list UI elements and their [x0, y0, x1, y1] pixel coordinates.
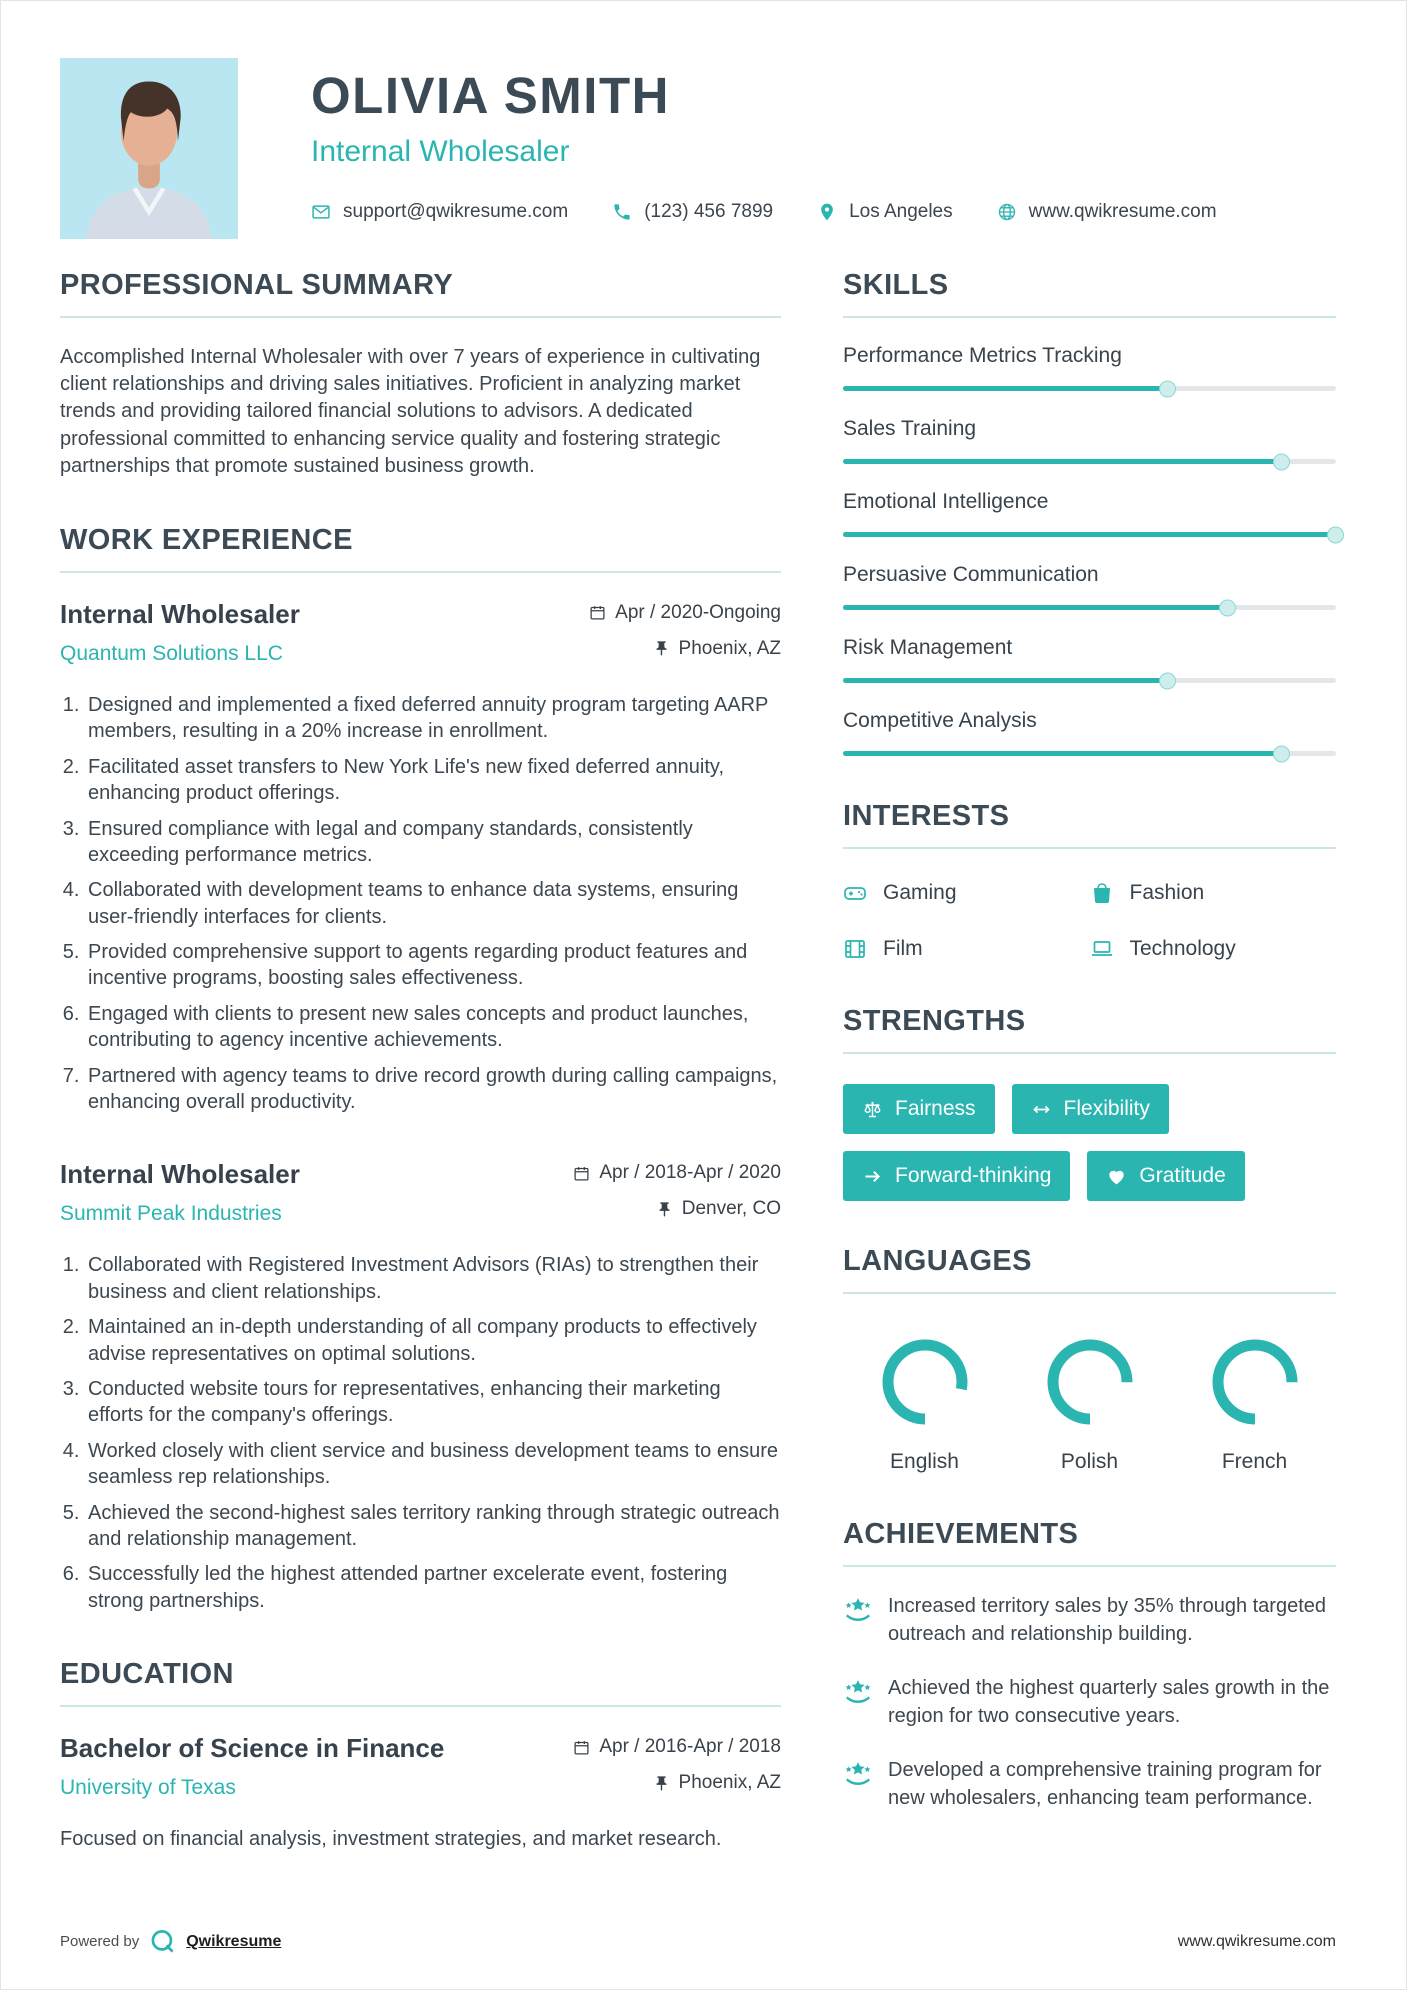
achievement-text: Developed a comprehensive training program for new wholesalers, enhancing team performance.	[888, 1759, 1322, 1809]
powered-by-label: Powered by	[60, 1933, 140, 1950]
section-strengths	[843, 1005, 1336, 1201]
skills-heading: SKILLS	[843, 269, 1336, 318]
heart-icon	[1106, 1166, 1127, 1187]
footer	[60, 1928, 1336, 1955]
pushpin-icon	[653, 1775, 670, 1792]
shopping-bag-icon	[1090, 881, 1114, 905]
film-icon	[843, 937, 867, 961]
achievement-text: Increased territory sales by 35% through targeted outreach and relationship building.	[888, 1595, 1327, 1645]
education-degree: Bachelor of Science in Finance	[60, 1733, 445, 1764]
contact-phone-text: (123) 456 7899	[644, 201, 774, 222]
pushpin-icon	[656, 1201, 673, 1218]
bullet-item: 3. Conducted website tours for representatives, enhancing their marketing efforts for the company's offerings.	[85, 1376, 781, 1429]
skill-item	[843, 490, 1336, 537]
skill-progress-bar	[843, 605, 1336, 610]
section-professional-summary	[60, 269, 781, 480]
interest-label: Film	[883, 937, 923, 960]
interest-label: Gaming	[883, 881, 957, 904]
profile-photo	[60, 58, 238, 239]
arrow-right-icon	[862, 1166, 883, 1187]
strengths-heading: STRENGTHS	[843, 1005, 1336, 1054]
strength-label: Fairness	[895, 1097, 976, 1120]
header	[60, 58, 1336, 239]
interest-item	[843, 881, 1090, 905]
contact-email[interactable]	[311, 201, 568, 223]
skill-progress-bar	[843, 532, 1336, 537]
education-heading: EDUCATION	[60, 1658, 781, 1707]
language-item	[1177, 1334, 1332, 1474]
education-location-text: Phoenix, AZ	[678, 1772, 781, 1794]
interests-grid	[843, 875, 1336, 961]
interest-item	[843, 937, 1090, 961]
job-location-text: Phoenix, AZ	[678, 637, 781, 659]
job-title-block	[60, 599, 300, 666]
skill-label: Risk Management	[843, 636, 1013, 659]
skill-label: Persuasive Communication	[843, 563, 1099, 586]
skill-progress-bar	[843, 386, 1336, 391]
section-skills	[843, 269, 1336, 756]
contact-location	[817, 201, 953, 223]
columns	[60, 269, 1336, 1897]
gamepad-icon	[843, 881, 867, 905]
contact-phone[interactable]	[612, 201, 773, 223]
skill-progress-bar	[843, 459, 1336, 464]
bullet-item: 6. Successfully led the highest attended partner excelerate event, fostering strong partnerships.	[85, 1561, 781, 1614]
interest-label: Fashion	[1129, 881, 1205, 904]
left-column	[60, 269, 781, 1897]
globe-icon	[997, 202, 1017, 222]
person-name: OLIVIA SMITH	[311, 67, 670, 124]
scales-icon	[862, 1099, 883, 1120]
skill-item	[843, 709, 1336, 756]
job-location-text: Denver, CO	[681, 1198, 781, 1220]
education-school: University of Texas	[60, 1776, 236, 1800]
education-head	[60, 1733, 781, 1808]
skill-item	[843, 636, 1336, 683]
strength-chip	[1012, 1084, 1169, 1134]
strength-chip	[843, 1151, 1070, 1201]
section-education	[60, 1658, 781, 1853]
star-hand-icon	[843, 1595, 873, 1625]
job-location	[573, 1198, 781, 1220]
achievement-item	[843, 1593, 1336, 1648]
bullet-item: 5. Achieved the second-highest sales territory ranking through strategic outreach and relationship management.	[85, 1500, 781, 1553]
contact-location-text: Los Angeles	[849, 201, 953, 222]
job-location	[589, 638, 781, 660]
location-pin-icon	[817, 202, 837, 222]
calendar-icon	[573, 1739, 590, 1756]
education-location	[573, 1772, 781, 1794]
summary-text: Accomplished Internal Wholesaler with over 7 years of experience in cultivating client relationships and driving sales initiatives. Proficient in analyzing market trends and providing tailored financial solutions to advisors. A dedicated professional committed to enhancing service quality and fostering strategic partnerships that promote sustained business growth.	[60, 346, 761, 477]
strength-label: Gratitude	[1139, 1164, 1226, 1187]
language-label: French	[1221, 1450, 1288, 1473]
interest-item	[1090, 937, 1337, 961]
language-item	[1012, 1334, 1167, 1474]
strength-label: Forward-thinking	[895, 1164, 1052, 1187]
bullet-item: 2. Maintained an in-depth understanding of all company products to effectively advise representatives on optimal solutions.	[85, 1314, 781, 1367]
skill-item	[843, 344, 1336, 391]
job-company: Summit Peak Industries	[60, 1202, 282, 1226]
languages-heading: LANGUAGES	[843, 1245, 1336, 1294]
phone-icon	[612, 202, 632, 222]
education-description: Focused on financial analysis, investment strategies, and market research.	[60, 1828, 722, 1851]
interest-item	[1090, 881, 1337, 905]
contact-website[interactable]	[997, 201, 1217, 223]
section-interests	[843, 800, 1336, 961]
bullet-item: 4. Collaborated with development teams to enhance data systems, ensuring user-friendly interfaces for clients.	[85, 877, 781, 930]
qwikresume-link[interactable]: Qwikresume	[186, 1932, 282, 1950]
skill-item	[843, 417, 1336, 464]
person-title: Internal Wholesaler	[311, 135, 570, 168]
language-item	[847, 1334, 1002, 1474]
strength-label: Flexibility	[1063, 1097, 1150, 1120]
job-bullet-list	[60, 1252, 781, 1614]
education-dates-text: Apr / 2016-Apr / 2018	[599, 1736, 781, 1758]
language-ring	[1207, 1334, 1303, 1430]
education-title-block	[60, 1733, 444, 1800]
summary-heading: PROFESSIONAL SUMMARY	[60, 269, 781, 318]
job-entry	[60, 1159, 781, 1614]
job-title-block	[60, 1159, 300, 1226]
section-achievements	[843, 1518, 1336, 1813]
achievements-heading: ACHIEVEMENTS	[843, 1518, 1336, 1567]
laptop-icon	[1090, 937, 1114, 961]
email-icon	[311, 202, 331, 222]
skill-progress-bar	[843, 678, 1336, 683]
bullet-item: 4. Worked closely with client service and business development teams to ensure seamless rep relationships.	[85, 1438, 781, 1491]
skill-item	[843, 563, 1336, 610]
language-ring	[1042, 1334, 1138, 1430]
strength-chip	[1087, 1151, 1244, 1201]
contact-row	[311, 201, 1217, 223]
language-ring	[877, 1334, 973, 1430]
job-dates	[573, 1162, 781, 1184]
job-dates-text: Apr / 2020-Ongoing	[615, 601, 781, 623]
job-meta	[589, 599, 781, 674]
interests-heading: INTERESTS	[843, 800, 1336, 849]
bullet-item: 7. Partnered with agency teams to drive record growth during calling campaigns, enhancing overall productivity.	[85, 1063, 781, 1116]
left-right-arrow-icon	[1031, 1099, 1052, 1120]
interest-label: Technology	[1129, 937, 1236, 960]
bullet-item: 1. Collaborated with Registered Investment Advisors (RIAs) to strengthen their business and client relationships.	[85, 1252, 781, 1305]
language-label: Polish	[1060, 1450, 1119, 1473]
job-meta	[573, 1159, 781, 1234]
skill-label: Performance Metrics Tracking	[843, 344, 1122, 367]
star-hand-icon	[843, 1677, 873, 1707]
job-entry	[60, 599, 781, 1115]
contact-email-text: support@qwikresume.com	[343, 201, 569, 222]
skill-label: Emotional Intelligence	[843, 490, 1049, 513]
job-dates-text: Apr / 2018-Apr / 2020	[599, 1162, 781, 1184]
qwikresume-logo	[149, 1928, 176, 1955]
education-meta	[573, 1733, 781, 1808]
section-languages	[843, 1245, 1336, 1474]
skill-label: Sales Training	[843, 417, 977, 440]
language-label: English	[890, 1450, 959, 1473]
bullet-item: 5. Provided comprehensive support to agents regarding product features and incentive programs, boosting sales effectiveness.	[85, 939, 781, 992]
bullet-item: 2. Facilitated asset transfers to New York Life's new fixed deferred annuity, enhancing product offerings.	[85, 754, 781, 807]
job-company: Quantum Solutions LLC	[60, 641, 283, 665]
job-head	[60, 599, 781, 674]
job-bullet-list	[60, 692, 781, 1115]
bullet-item: 3. Ensured compliance with legal and company standards, consistently exceeding performance metrics.	[85, 816, 781, 869]
experience-heading: WORK EXPERIENCE	[60, 524, 781, 573]
calendar-icon	[573, 1165, 590, 1182]
job-title: Internal Wholesaler	[60, 598, 300, 629]
right-column	[843, 269, 1336, 1897]
bullet-item: 6. Engaged with clients to present new sales concepts and product launches, contributing to agency incentive achievements.	[85, 1001, 781, 1054]
languages-list	[843, 1320, 1336, 1474]
achievement-item	[843, 1675, 1336, 1730]
job-title: Internal Wholesaler	[60, 1159, 300, 1190]
calendar-icon	[589, 604, 606, 621]
education-dates	[573, 1736, 781, 1758]
skill-progress-bar	[843, 751, 1336, 756]
contact-website-text: www.qwikresume.com	[1028, 201, 1217, 222]
skill-label: Competitive Analysis	[843, 709, 1037, 732]
header-info	[311, 58, 1217, 223]
achievement-item	[843, 1757, 1336, 1812]
section-work-experience	[60, 524, 781, 1614]
bullet-item: 1. Designed and implemented a fixed deferred annuity program targeting AARP members, resulting in a 20% increase in enrollment.	[85, 692, 781, 745]
strength-chip	[843, 1084, 995, 1134]
footer-website: www.qwikresume.com	[1177, 1932, 1336, 1950]
strengths-list	[843, 1080, 1336, 1201]
star-hand-icon	[843, 1759, 873, 1789]
achievement-text: Achieved the highest quarterly sales growth in the region for two consecutive years.	[888, 1677, 1330, 1727]
job-dates	[589, 602, 781, 624]
job-head	[60, 1159, 781, 1234]
footer-branding	[60, 1928, 281, 1955]
pushpin-icon	[653, 640, 670, 657]
